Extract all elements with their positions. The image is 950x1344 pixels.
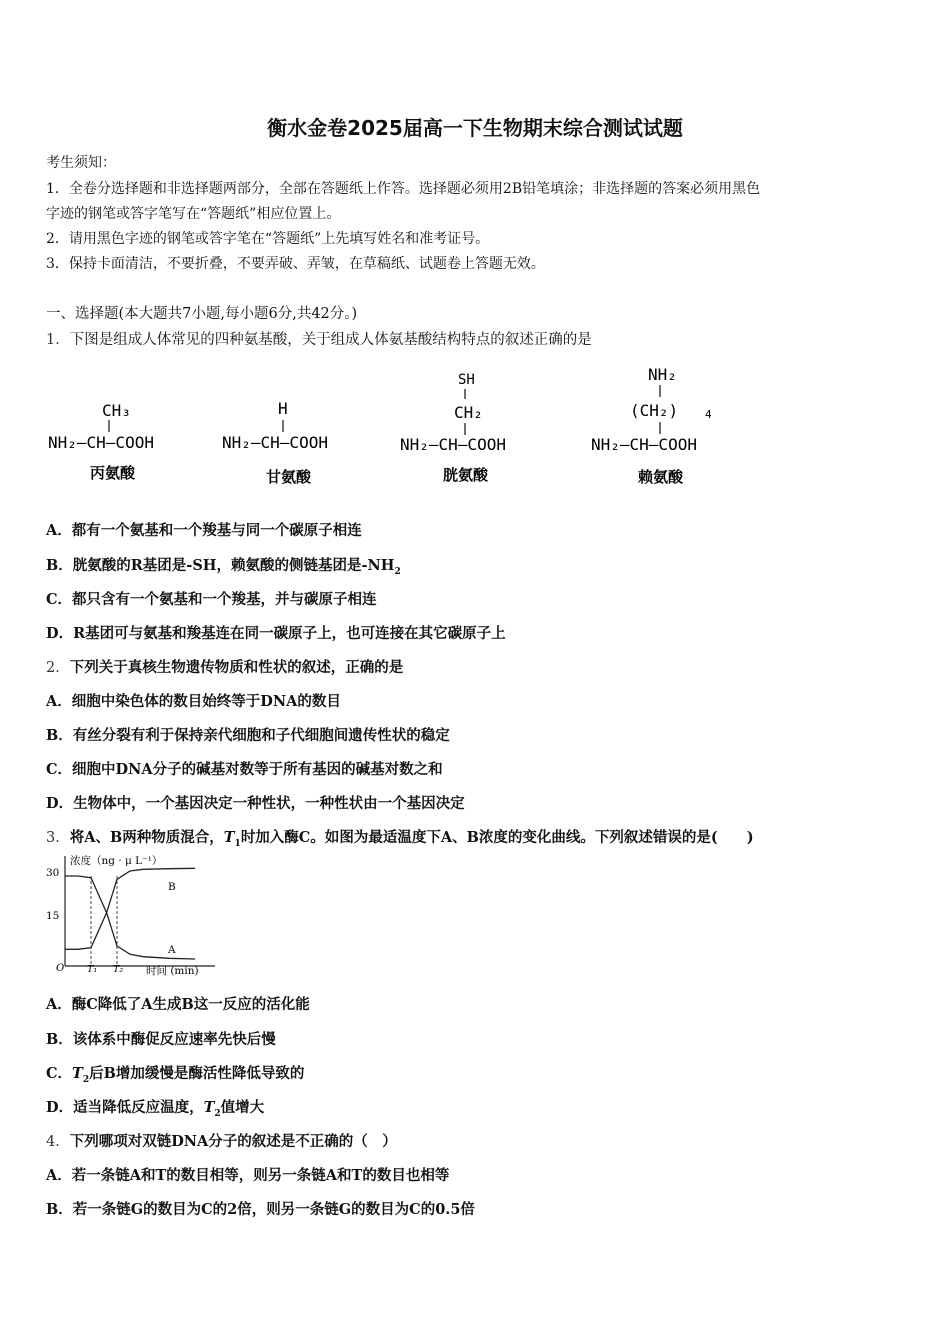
q1-option-c: C．都只含有一个氨基和一个羧基，并与碳原子相连	[46, 591, 377, 608]
alanine-r-group: CH₃	[102, 401, 131, 420]
origin-label: O	[56, 963, 65, 974]
alanine-label: 丙氨酸	[90, 464, 136, 482]
notice-item-2: 2．请用黑色字迹的钢笔或答字笔在“答题纸”上先填写姓名和准考证号。	[46, 231, 490, 247]
t1-tick-label: T₁	[87, 964, 98, 975]
notice-item-3: 3．保持卡面清洁，不要折叠，不要弄破、弄皱，在草稿纸、试题卷上答题无效。	[46, 256, 545, 272]
question-text-part-2: 时加入酶C。如图为最适温度下A、B浓度的变化曲线。下列叙述错误的是( )	[240, 829, 754, 846]
question-text: 下图是组成人体常见的四种氨基酸，关于组成人体氨基酸结构特点的叙述正确的是	[69, 332, 592, 348]
t2-subscript: 2	[82, 1074, 90, 1085]
lysine-subscript: 4	[705, 408, 712, 421]
q1-option-b-text: B．胱氨酸的R基团是-SH，赖氨酸的侧链基团是-NH	[46, 557, 395, 574]
q3-option-c	[46, 1062, 304, 1085]
question-text: 下列关于真核生物遗传物质和性状的叙述，正确的是	[69, 659, 404, 676]
glycine-label: 甘氨酸	[266, 468, 312, 486]
series-a-label: A	[168, 944, 176, 956]
structure-alanine	[48, 401, 154, 482]
t1-subscript: 1	[234, 838, 241, 849]
q2-option-c: C．细胞中DNA分子的碱基对数等于所有基因的碱基对数之和	[46, 761, 443, 778]
series-b-label: B	[168, 881, 176, 893]
concentration-chart	[40, 852, 230, 980]
q1-option-b	[46, 554, 401, 577]
t2-symbol: T	[72, 1065, 83, 1082]
q1-option-a: A．都有一个氨基和一个羧基与同一个碳原子相连	[46, 522, 362, 539]
y-tick-15: 15	[46, 910, 60, 922]
t1-symbol: T	[223, 829, 235, 846]
y-axis-label: 浓度（ng · μ L⁻¹）	[70, 855, 163, 867]
lysine-nh2: NH₂	[648, 368, 677, 384]
lysine-ch2: (CH₂)	[630, 401, 679, 420]
q3-option-d-text-1: D．适当降低反应温度，	[46, 1099, 204, 1116]
notice-item-1a: 1．全卷分选择题和非选择题两部分，全部在答题纸上作答。选择题必须用2B铅笔填涂；非选择题的答案必须用黑色	[46, 181, 761, 197]
q1-option-d: D．R基团可与氨基和羧基连在同一碳原子上，也可连接在其它碳原子上	[46, 625, 506, 642]
question-2-stem	[46, 656, 403, 677]
question-number: 2．	[46, 660, 70, 676]
lysine-backbone: NH₂—CH—COOH	[591, 435, 697, 454]
cysteine-backbone: NH₂—CH—COOH	[400, 435, 506, 454]
t2-subscript: 2	[214, 1108, 221, 1119]
cysteine-ch2: CH₂	[454, 403, 483, 422]
notice-item-1b: 字迹的钢笔或答字笔写在“答题纸”相应位置上。	[46, 206, 341, 222]
question-text-part-1: 将A、B两种物质混合，	[69, 829, 224, 846]
y-tick-30: 30	[46, 867, 60, 879]
notice-heading: 考生须知：	[46, 155, 116, 171]
question-1-stem	[46, 328, 592, 349]
q1-option-b-sub: 2	[394, 566, 401, 577]
t2-symbol: T	[203, 1099, 215, 1116]
cysteine-sh: SH	[458, 372, 475, 388]
x-axis-label: 时间 (min)	[146, 965, 199, 977]
q3-option-a: A．酶C降低了A生成B这一反应的活化能	[46, 996, 310, 1013]
q4-option-b: B．若一条链G的数目为C的2倍，则另一条链G的数目为C的0.5倍	[46, 1201, 475, 1218]
question-4-stem	[46, 1130, 397, 1151]
cysteine-label: 胱氨酸	[443, 466, 489, 484]
structure-lysine	[591, 368, 712, 486]
glycine-r-group: H	[278, 399, 288, 418]
q3-option-d-text-2: 值增大	[220, 1099, 265, 1116]
question-number: 4．	[46, 1134, 70, 1150]
section-heading: 一、选择题(本大题共7小题,每小题6分,共42分。)	[46, 306, 358, 322]
q3-option-d	[46, 1096, 264, 1119]
glycine-backbone: NH₂—CH—COOH	[222, 433, 328, 452]
question-number: 1．	[46, 332, 70, 348]
amino-acid-structures	[40, 368, 770, 498]
q3-option-c-text: 后B增加缓慢是酶活性降低导致的	[89, 1065, 305, 1082]
q2-option-d: D．生物体中，一个基因决定一种性状，一种性状由一个基因决定	[46, 795, 465, 812]
page-title: 衡水金卷2025届高一下生物期末综合测试试题	[267, 116, 683, 140]
q4-option-a: A．若一条链A和T的数目相等，则另一条链A和T的数目也相等	[46, 1167, 450, 1184]
structure-glycine	[222, 399, 328, 486]
lysine-label: 赖氨酸	[638, 468, 684, 486]
q2-option-b: B．有丝分裂有利于保持亲代细胞和子代细胞间遗传性状的稳定	[46, 727, 450, 744]
t2-tick-label: T₂	[113, 964, 124, 975]
q2-option-a: A．细胞中染色体的数目始终等于DNA的数目	[46, 693, 341, 710]
q3-option-b: B．该体系中酶促反应速率先快后慢	[46, 1031, 276, 1048]
alanine-backbone: NH₂—CH—COOH	[48, 433, 154, 452]
q3-option-c-prefix: C．	[46, 1065, 73, 1082]
structure-cysteine	[400, 372, 506, 484]
question-text: 下列哪项对双链DNA分子的叙述是不正确的（ ）	[69, 1133, 397, 1150]
question-number: 3．	[46, 830, 70, 846]
question-3-stem	[46, 826, 754, 849]
